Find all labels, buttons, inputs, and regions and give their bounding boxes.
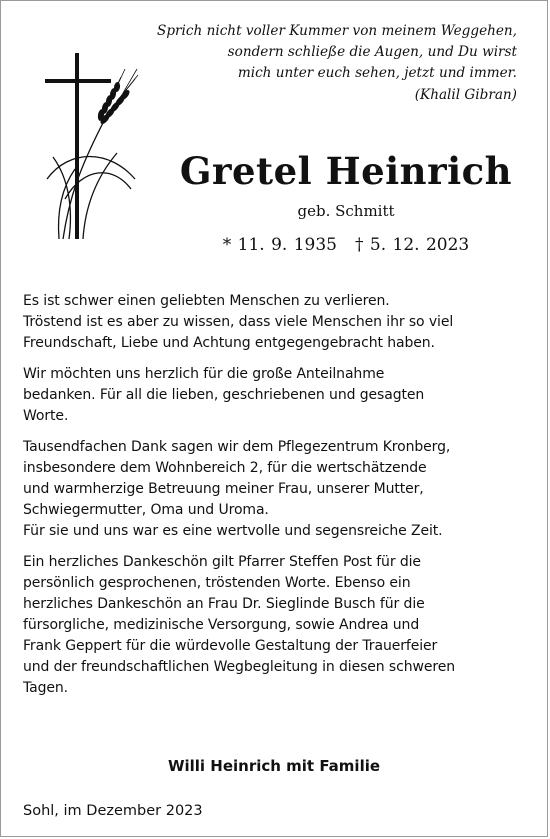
- text-line: Für sie und uns war es eine wertvolle und segensreiche Zeit.: [23, 523, 443, 539]
- text-line: Tagen.: [23, 680, 69, 696]
- deceased-name: Gretel Heinrich: [179, 149, 513, 193]
- life-dates: [161, 235, 531, 255]
- text-line: insbesondere dem Wohnbereich 2, für die wertschätzende: [23, 460, 427, 476]
- text-line: und warmherzige Betreuung meiner Frau, unserer Mutter,: [23, 481, 424, 497]
- text-line: Freundschaft, Liebe und Achtung entgegengebracht haben.: [23, 335, 435, 351]
- cross-with-wheat-icon: [39, 49, 139, 249]
- death-date: † 5. 12. 2023: [355, 235, 470, 255]
- text-line: Wir möchten uns herzlich für die große Anteilnahme: [23, 366, 385, 382]
- text-line: Tröstend ist es aber zu wissen, dass viele Menschen ihr so viel: [23, 314, 454, 330]
- text-line: herzliches Dankeschön an Frau Dr. Sieglinde Busch für die: [23, 596, 425, 612]
- text-line: Worte.: [23, 408, 69, 424]
- birth-date: * 11. 9. 1935: [222, 235, 337, 255]
- thank-you-text: [23, 291, 533, 709]
- text-line: und der freundschaftlichen Wegbegleitung in diesen schweren: [23, 659, 455, 675]
- birth-name: geb. Schmitt: [297, 202, 395, 220]
- paragraph: [23, 437, 533, 542]
- quote-line: sondern schließe die Augen, und Du wirst: [227, 44, 517, 60]
- text-line: Es ist schwer einen geliebten Menschen zu verlieren.: [23, 293, 390, 309]
- place-and-date: Sohl, im Dezember 2023: [23, 803, 203, 819]
- quote-line: mich unter euch sehen, jetzt und immer.: [237, 65, 517, 81]
- quote-line: Sprich nicht voller Kummer von meinem Weggehen,: [157, 23, 517, 39]
- text-line: Schwiegermutter, Oma und Uroma.: [23, 502, 269, 518]
- paragraph: [23, 552, 533, 699]
- text-line: Tausendfachen Dank sagen wir dem Pflegezentrum Kronberg,: [23, 439, 451, 455]
- quote-author: (Khalil Gibran): [414, 87, 517, 103]
- text-line: Frank Geppert für die würdevolle Gestaltung der Trauerfeier: [23, 638, 438, 654]
- paragraph: [23, 291, 533, 354]
- text-line: Ein herzliches Dankeschön gilt Pfarrer Steffen Post für die: [23, 554, 421, 570]
- gibran-quote: [157, 21, 517, 106]
- text-line: bedanken. Für all die lieben, geschriebenen und gesagten: [23, 387, 425, 403]
- paragraph: [23, 364, 533, 427]
- text-line: persönlich gesprochenen, tröstenden Worte. Ebenso ein: [23, 575, 411, 591]
- signature: Willi Heinrich mit Familie: [167, 757, 381, 775]
- text-line: fürsorgliche, medizinische Versorgung, sowie Andrea und: [23, 617, 420, 633]
